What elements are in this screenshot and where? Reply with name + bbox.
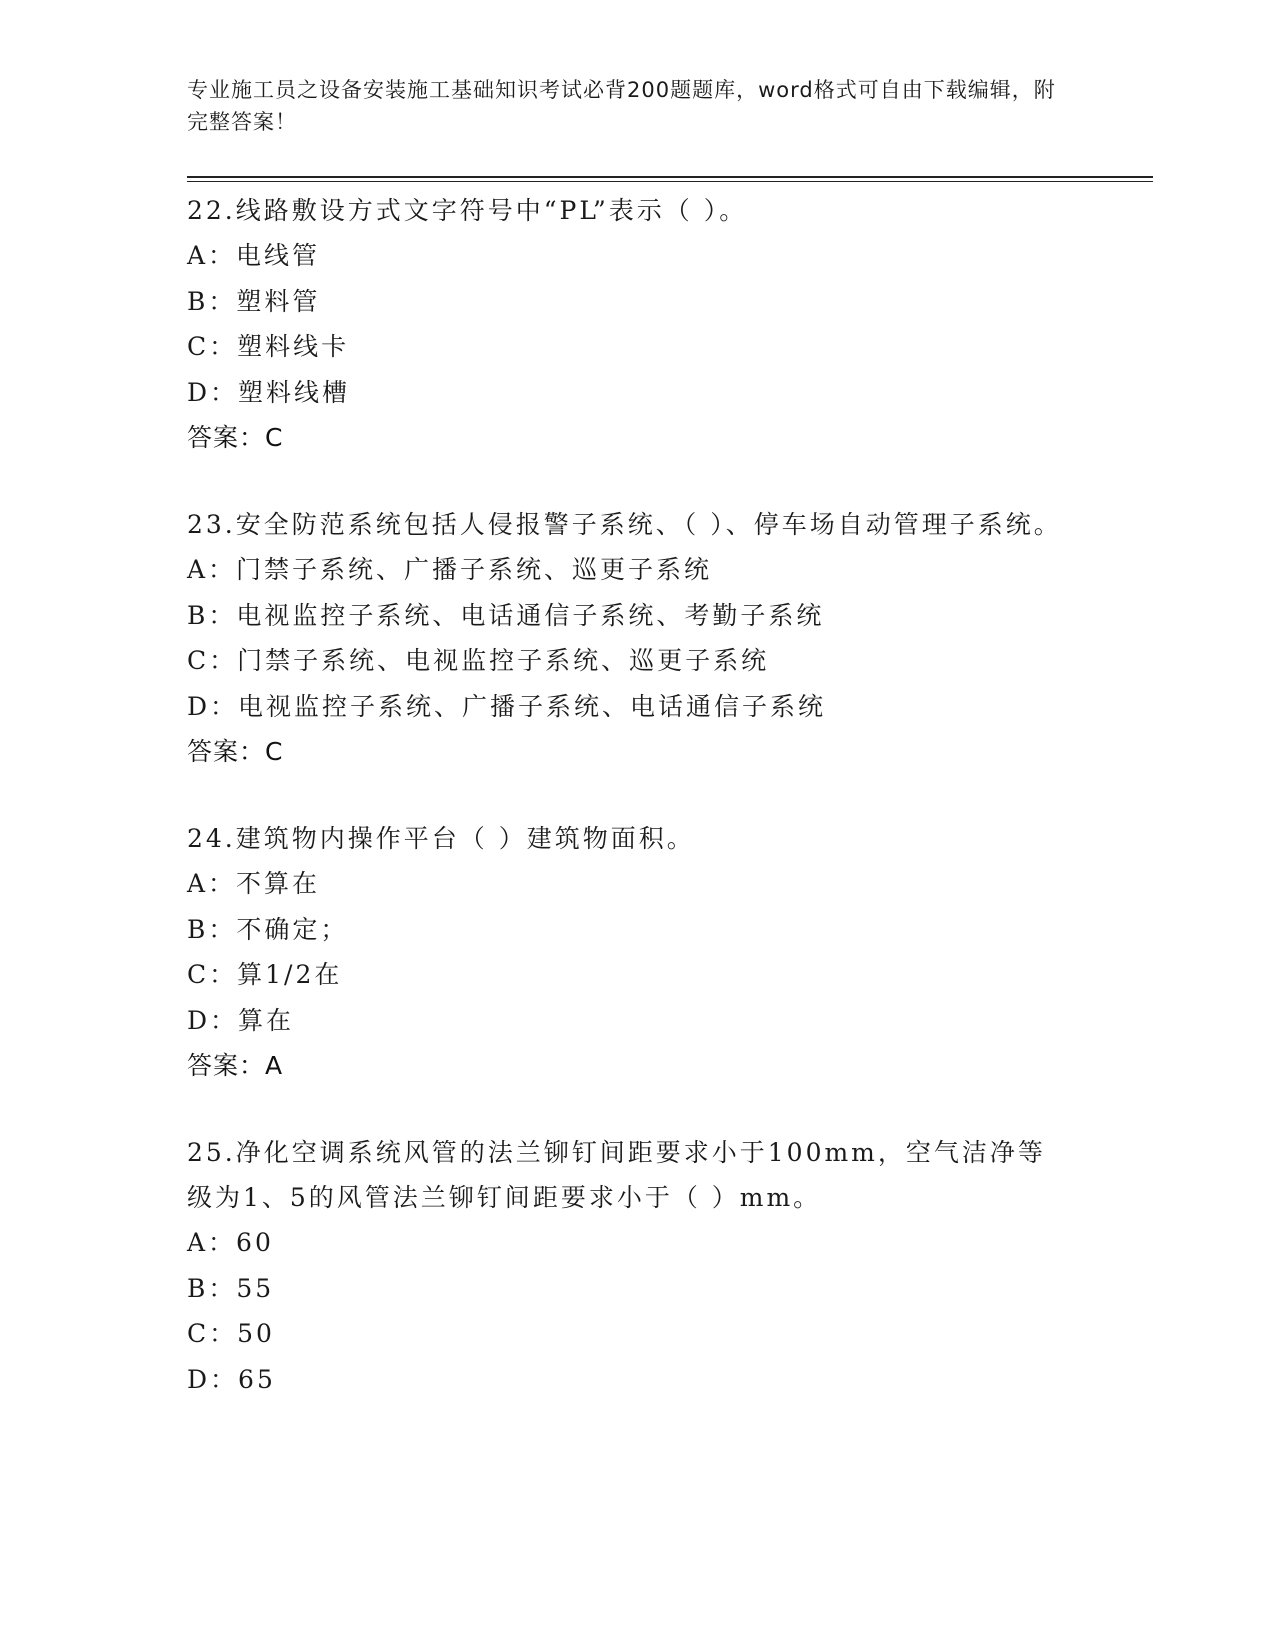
option-c: C：门禁子系统、电视监控子系统、巡更子系统 [187, 646, 770, 675]
question-stem: 23.安全防范系统包括人侵报警子系统、（ ）、停车场自动管理子系统。 [187, 510, 1062, 539]
option-c: C：算1/2在 [187, 960, 343, 989]
question-stem: 22.线路敷设方式文字符号中“PL”表示（ ）。 [187, 196, 748, 225]
question-24 [187, 816, 1067, 1088]
option-a: A：电线管 [187, 241, 321, 270]
question-stem: 24.建筑物内操作平台（ ）建筑物面积。 [187, 824, 695, 853]
option-c: C：50 [187, 1319, 275, 1348]
question-stem: 25.净化空调系统风管的法兰铆钉间距要求小于100mm，空气洁净等级为1、5的风管法兰铆钉间距要求小于（ ）mm。 [187, 1138, 1046, 1212]
option-a: A：门禁子系统、广播子系统、巡更子系统 [187, 555, 713, 584]
spacer [187, 774, 1067, 816]
option-a: A：60 [187, 1228, 274, 1257]
option-b: B：电视监控子系统、电话通信子系统、考勤子系统 [187, 600, 825, 630]
header-rule-thick [187, 176, 1153, 178]
option-b: B：塑料管 [187, 286, 321, 316]
question-25 [187, 1130, 1067, 1402]
page-header [187, 74, 1067, 138]
option-d: D：塑料线槽 [187, 377, 351, 407]
header-rule-thin [187, 181, 1153, 182]
option-b: B：不确定； [187, 914, 349, 944]
option-d: D：算在 [187, 1005, 295, 1035]
option-c: C：塑料线卡 [187, 332, 350, 361]
answer: 答案：C [187, 423, 284, 452]
answer: 答案：A [187, 1051, 284, 1080]
question-22 [187, 188, 1067, 460]
question-23 [187, 502, 1067, 774]
option-a: A：不算在 [187, 869, 321, 898]
question-list [187, 188, 1067, 1402]
spacer [187, 460, 1067, 502]
answer: 答案：C [187, 737, 284, 766]
option-d: D：65 [187, 1364, 276, 1394]
spacer [187, 1088, 1067, 1130]
option-d: D：电视监控子系统、广播子系统、电话通信子系统 [187, 691, 827, 721]
option-b: B：55 [187, 1273, 275, 1303]
header-text: 专业施工员之设备安装施工基础知识考试必背200题题库，word格式可自由下载编辑，附完整答案！ [187, 78, 1056, 134]
